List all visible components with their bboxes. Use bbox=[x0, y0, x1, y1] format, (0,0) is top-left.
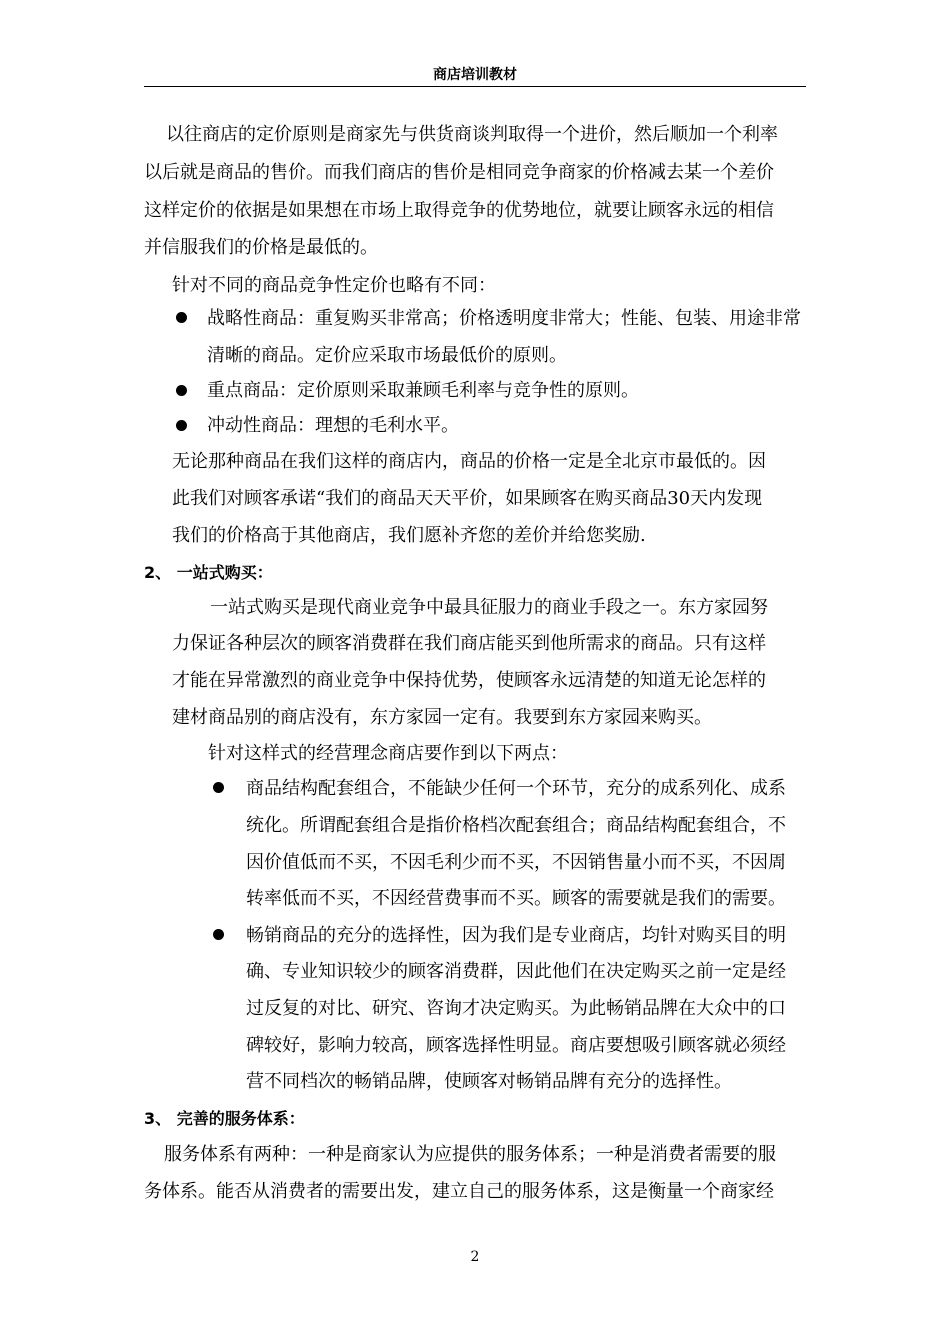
section-2-bullet-line: 碑较好，影响力较高，顾客选择性明显。商店要想吸引顾客就必须经 bbox=[246, 1035, 786, 1056]
pricing-bullet-line: 重点商品：定价原则采取兼顾毛利率与竞争性的原则。 bbox=[207, 380, 639, 401]
section-2-bullet-line: 确、专业知识较少的顾客消费群，因此他们在决定购买之前一定是经 bbox=[246, 961, 786, 982]
bullet-icon bbox=[213, 782, 224, 793]
section-2-heading: 2、 一站式购买： bbox=[144, 563, 273, 582]
pricing-bullet-line: 战略性商品：重复购买非常高；价格透明度非常大；性能、包装、用途非常 bbox=[207, 308, 801, 329]
intro-line: 并信服我们的价格是最低的。 bbox=[144, 237, 378, 258]
section-2-bullet-line: 过反复的对比、研究、咨询才决定购买。为此畅销品牌在大众中的口 bbox=[246, 998, 786, 1019]
section-2-bullet-line: 商品结构配套组合，不能缺少任何一个环节，充分的成系列化、成系 bbox=[246, 778, 786, 799]
promise-line: 此我们对顾客承诺“我们的商品天天平价，如果顾客在购买商品30天内发现 bbox=[172, 488, 763, 509]
section-3-body-line: 服务体系有两种：一种是商家认为应提供的服务体系；一种是消费者需要的服 bbox=[164, 1144, 776, 1165]
section-2-bullet-line: 因价值低而不买，不因毛利少而不买，不因销售量小而不买，不因周 bbox=[246, 852, 786, 873]
section-2-points-intro: 针对这样式的经营理念商店要作到以下两点： bbox=[208, 743, 568, 764]
section-3-body-line: 务体系。能否从消费者的需要出发，建立自己的服务体系，这是衡量一个商家经 bbox=[144, 1181, 774, 1202]
header-divider bbox=[144, 86, 806, 87]
intro-line: 以后就是商品的售价。而我们商店的售价是相同竞争商家的价格减去某一个差价 bbox=[144, 162, 774, 183]
promise-line: 我们的价格高于其他商店，我们愿补齐您的差价并给您奖励. bbox=[172, 525, 646, 546]
section-2-body-line: 一站式购买是现代商业竞争中最具征服力的商业手段之一。东方家园努 bbox=[210, 597, 768, 618]
document-header-title: 商店培训教材 bbox=[433, 67, 517, 83]
bullet-icon bbox=[176, 420, 187, 431]
pricing-bullet-line: 清晰的商品。定价应采取市场最低价的原则。 bbox=[207, 345, 567, 366]
bullet-icon bbox=[213, 929, 224, 940]
bullet-icon bbox=[176, 312, 187, 323]
section-2-body-line: 才能在异常激烈的商业竞争中保持优势，使顾客永远清楚的知道无论怎样的 bbox=[172, 670, 766, 691]
section-3-heading: 3、 完善的服务体系： bbox=[144, 1109, 305, 1128]
pricing-strategy-intro: 针对不同的商品竞争性定价也略有不同： bbox=[172, 275, 496, 296]
page-number: 2 bbox=[470, 1249, 480, 1265]
section-2-bullet-line: 营不同档次的畅销品牌，使顾客对畅销品牌有充分的选择性。 bbox=[246, 1071, 732, 1092]
intro-line: 以往商店的定价原则是商家先与供货商谈判取得一个进价，然后顺加一个利率 bbox=[166, 124, 778, 145]
section-2-bullet-line: 统化。所谓配套组合是指价格档次配套组合；商品结构配套组合，不 bbox=[246, 815, 786, 836]
pricing-bullet-line: 冲动性商品：理想的毛利水平。 bbox=[207, 415, 459, 436]
promise-line: 无论那种商品在我们这样的商店内，商品的价格一定是全北京市最低的。因 bbox=[172, 451, 766, 472]
section-2-body-line: 建材商品别的商店没有，东方家园一定有。我要到东方家园来购买。 bbox=[172, 707, 712, 728]
intro-line: 这样定价的依据是如果想在市场上取得竞争的优势地位，就要让顾客永远的相信 bbox=[144, 200, 774, 221]
section-2-bullet-line: 畅销商品的充分的选择性，因为我们是专业商店，均针对购买目的明 bbox=[246, 925, 786, 946]
section-2-body-line: 力保证各种层次的顾客消费群在我们商店能买到他所需求的商品。只有这样 bbox=[172, 633, 766, 654]
bullet-icon bbox=[176, 385, 187, 396]
section-2-bullet-line: 转率低而不买，不因经营费事而不买。顾客的需要就是我们的需要。 bbox=[246, 888, 786, 909]
